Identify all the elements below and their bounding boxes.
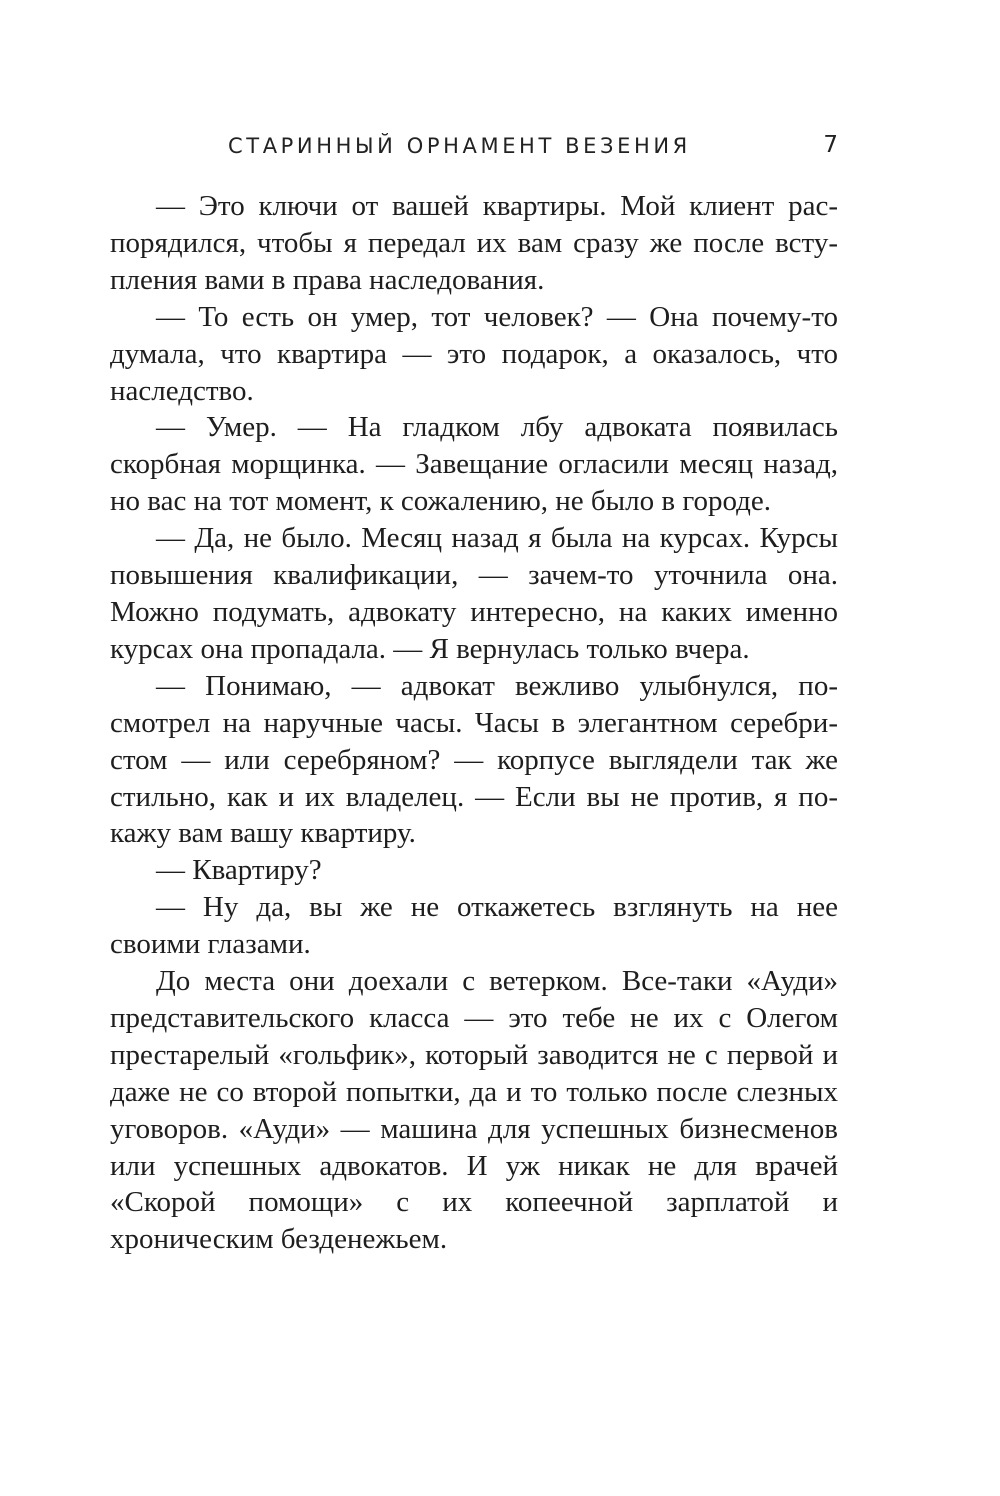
running-head — [110, 128, 838, 168]
book-page — [110, 128, 838, 1258]
paragraph: — Да, не было. Месяц назад я была на курсах. Курсы повышения квалификации, — зачем-то уточнила она. Можно подумать, адвокату интересно, на каких именно курсах она пропадала. — Я вернулась только вчера. — [110, 522, 838, 665]
page-number: 7 — [823, 132, 838, 158]
body-text — [110, 188, 838, 1258]
paragraph: — То есть он умер, тот человек? — Она почему-то думала, что квартира — это подарок, а оказалось, что наследство. — [110, 300, 838, 407]
running-title: СТАРИННЫЙ ОРНАМЕНТ ВЕЗЕНИЯ — [228, 134, 691, 158]
paragraph: — Квартиру? — [156, 854, 322, 887]
paragraph: — Понимаю, — адвокат вежливо улыбнулся, посмотрел на наручные часы. Часы в элегантном серебристом — или серебряном? — корпусе выглядели так же стильно, как и их владелец. — Если вы не против, я покажу вам вашу квартиру. — [110, 669, 838, 850]
paragraph: — Это ключи от вашей квартиры. Мой клиент распорядился, чтобы я передал их вам сразу же после вступления вами в права наследования. — [110, 190, 838, 296]
paragraph: — Ну да, вы же не откажетесь взглянуть на нее своими глазами. — [110, 891, 838, 961]
paragraph: До места они доехали с ветерком. Все-таки «Ауди» представительского класса — это тебе не их с Олегом престарелый «гольфик», который заводится не с первой и даже не со второй попытки, да и то только после слезных уговоров. «Ауди» — машина для успешных бизнесменов или успешных адвокатов. И уж никак не для врачей «Скорой помощи» с их копеечной зарплатой и хроническим безденежьем. — [110, 965, 838, 1256]
paragraph: — Умер. — На гладком лбу адвоката появилась скорбная морщинка. — Завещание огласили месяц назад, но вас на тот момент, к сожалению, не было в городе. — [110, 411, 838, 518]
